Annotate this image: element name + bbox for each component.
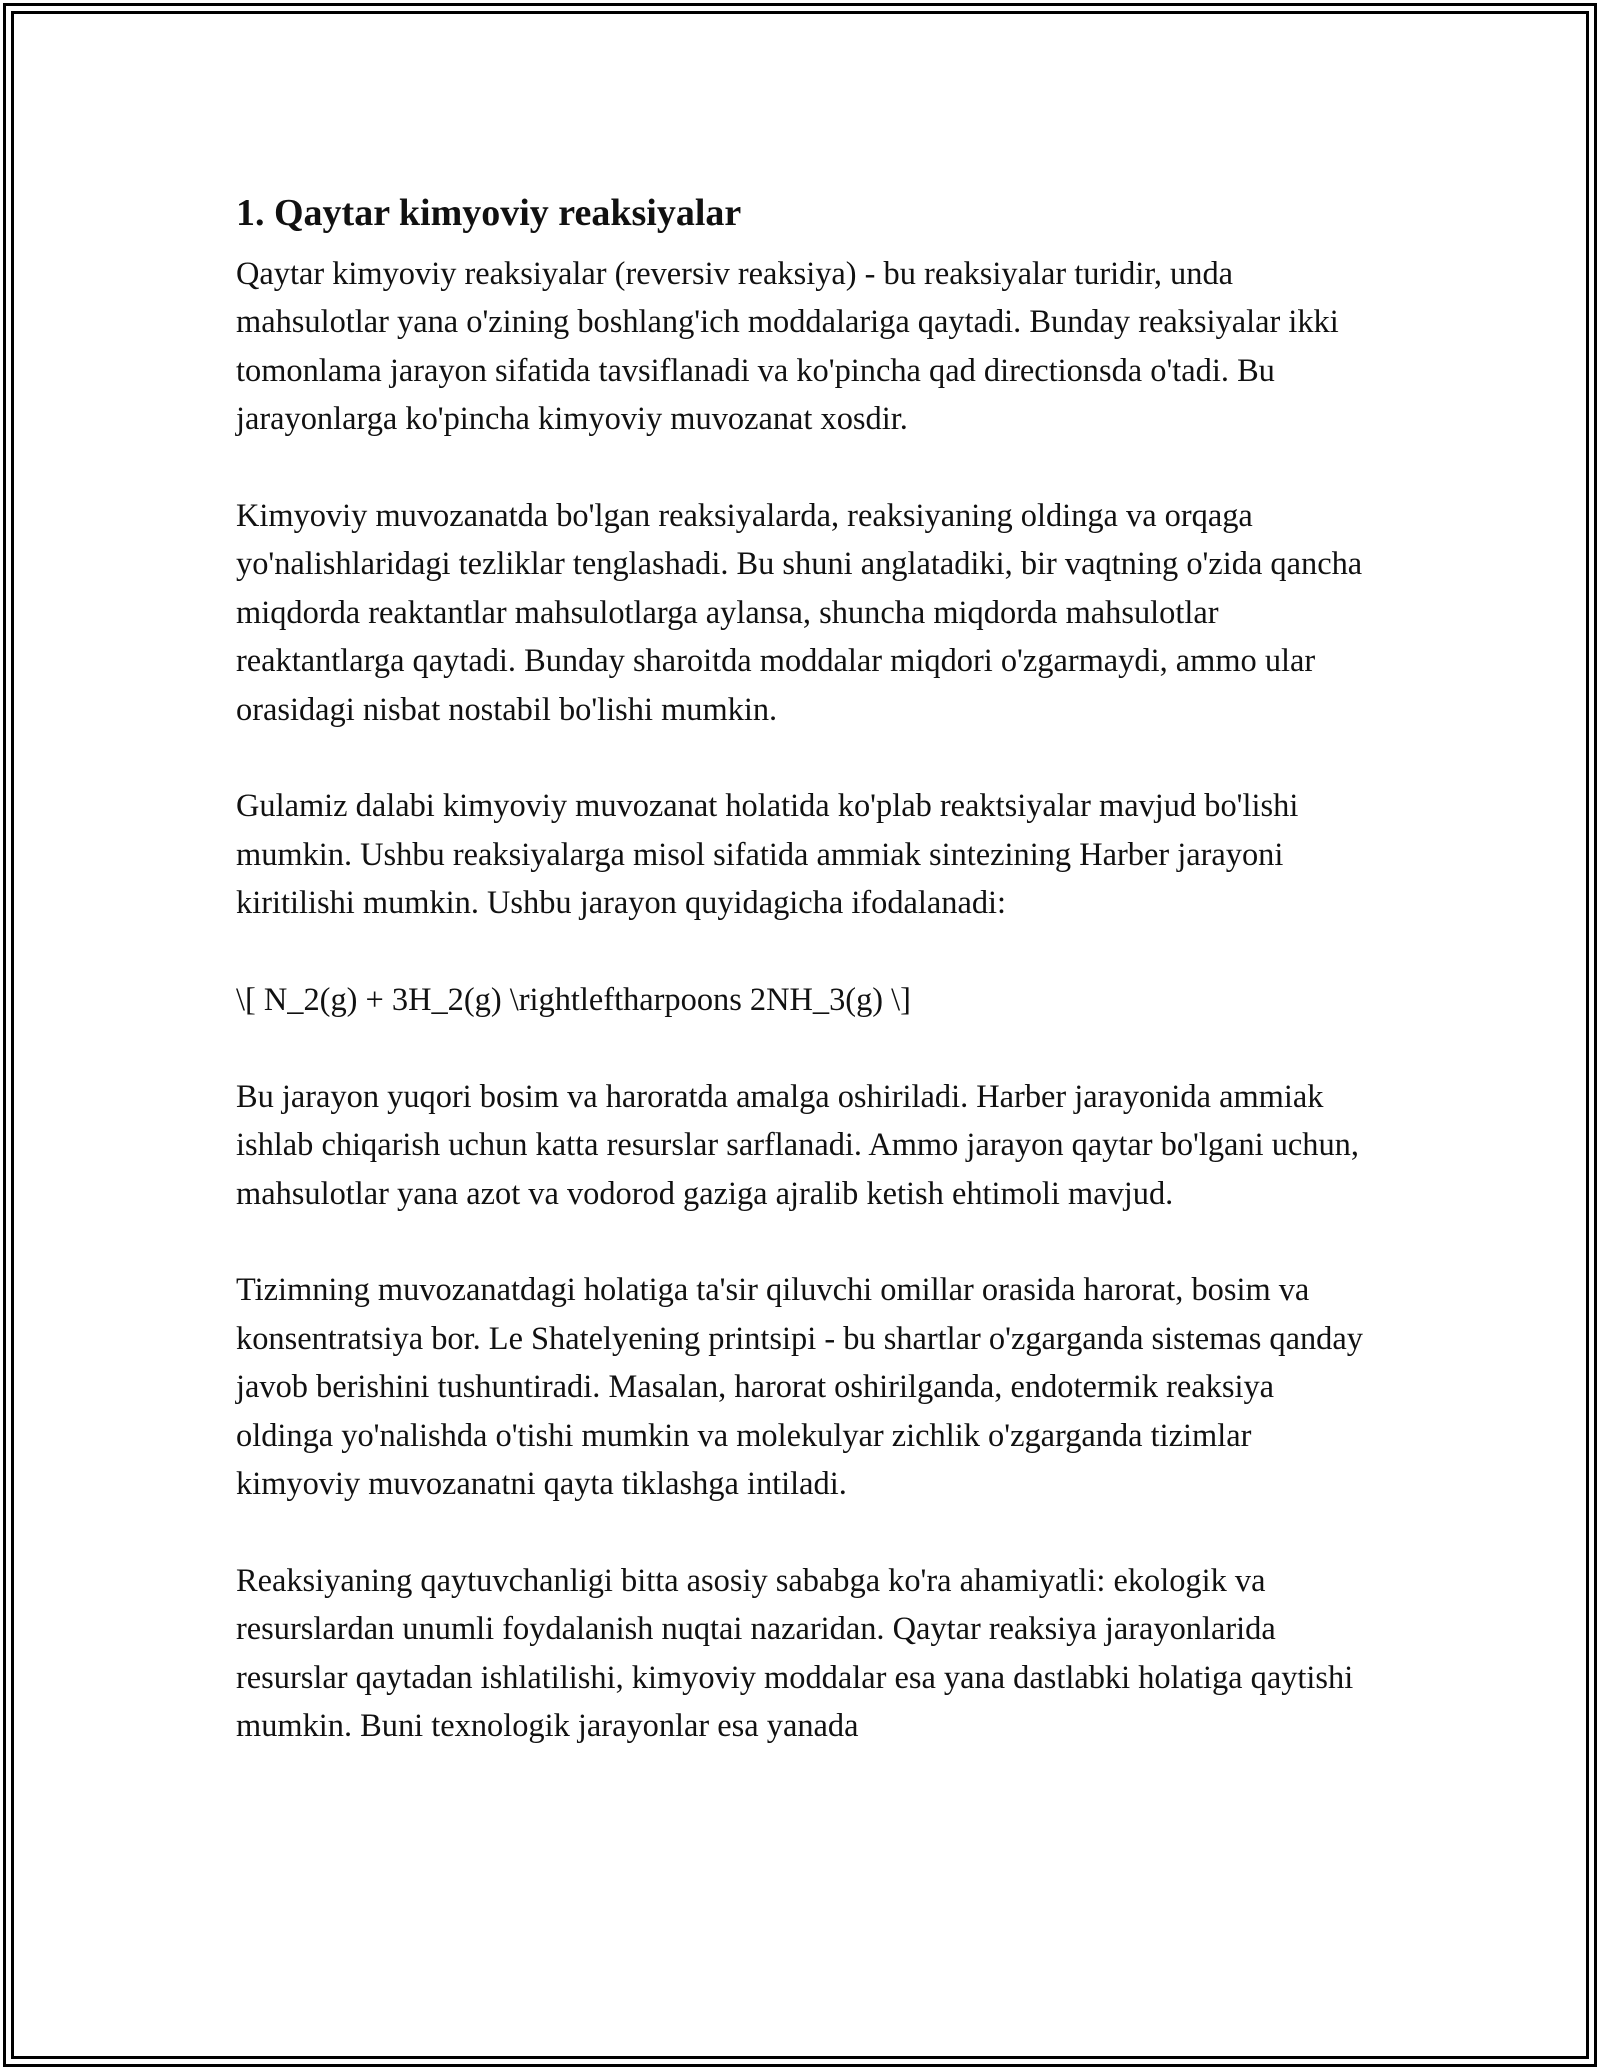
paragraph-intro: Qaytar kimyoviy reaksiyalar (reversiv reaksiya) - bu reaksiyalar turidir, unda mahsulotlar yana o'zining boshlang'ich moddalariga qaytadi. Bunday reaksiyalar ikki tomonlama jarayon sifatida tavsiflanadi va ko'pincha qad directionsda o'tadi. Bu jarayonlarga ko'pincha kimyoviy muvozanat xosdir. <box>236 256 1339 438</box>
paragraph-le-chatelier: Tizimning muvozanatdagi holatiga ta'sir qiluvchi omillar orasida harorat, bosim va konsentratsiya bor. Le Shatelyening printsipi - bu shartlar o'zgarganda sistemas qanday javob berishini tushuntiradi. Masalan, harorat oshirilganda, endotermik reaksiya oldinga yo'nalishda o'tishi mumkin va molekulyar zichlik o'zgarganda tizimlar kimyoviy muvozanatni qayta tiklashga intiladi. <box>236 1272 1363 1503</box>
section-heading: 1. Qaytar kimyoviy reaksiyalar <box>236 192 742 234</box>
document-body <box>236 186 1376 1799</box>
equation-line: \[ N_2(g) + 3H_2(g) \rightleftharpoons 2NH_3(g) \] <box>236 982 911 1019</box>
paragraph-reversibility: Reaksiyaning qaytuvchanligi bitta asosiy sababga ko'ra ahamiyatli: ekologik va resurslardan unumli foydalanish nuqtai nazaridan. Qaytar reaksiya jarayonlarida resurslar qaytadan ishlatilishi, kimyoviy moddalar esa yana dastlabki holatiga qaytishi mumkin. Buni texnologik jarayonlar esa yanada <box>236 1562 1354 1745</box>
paragraph-equilibrium: Kimyoviy muvozanatda bo'lgan reaksiyalarda, reaksiyaning oldinga va orqaga yo'nalishlaridagi tezliklar tenglashadi. Bu shuni anglatadiki, bir vaqtning o'zida qancha miqdorda reaktantlar mahsulotlarga aylansa, shuncha miqdorda mahsulotlar reaktantlarga qaytadi. Bunday sharoitda moddalar miqdori o'zgarmaydi, ammo ular orasidagi nisbat nostabil bo'lishi mumkin. <box>236 498 1363 728</box>
paragraph-example: Gulamiz dalabi kimyoviy muvozanat holatida ko'plab reaktsiyalar mavjud bo'lishi mumkin. Ushbu reaksiyalarga misol sifatida ammiak sintezining Harber jarayoni kiritilishi mumkin. Ushbu jarayon quyidagicha ifodalanadi: <box>236 788 1299 922</box>
paragraph-haber-process: Bu jarayon yuqori bosim va haroratda amalga oshiriladi. Harber jarayonida ammiak ishlab chiqarish uchun katta resurslar sarflanadi. Ammo jarayon qaytar bo'lgani uchun, mahsulotlar yana azot va vodorod gaziga ajralib ketish ehtimoli mavjud. <box>236 1078 1359 1212</box>
